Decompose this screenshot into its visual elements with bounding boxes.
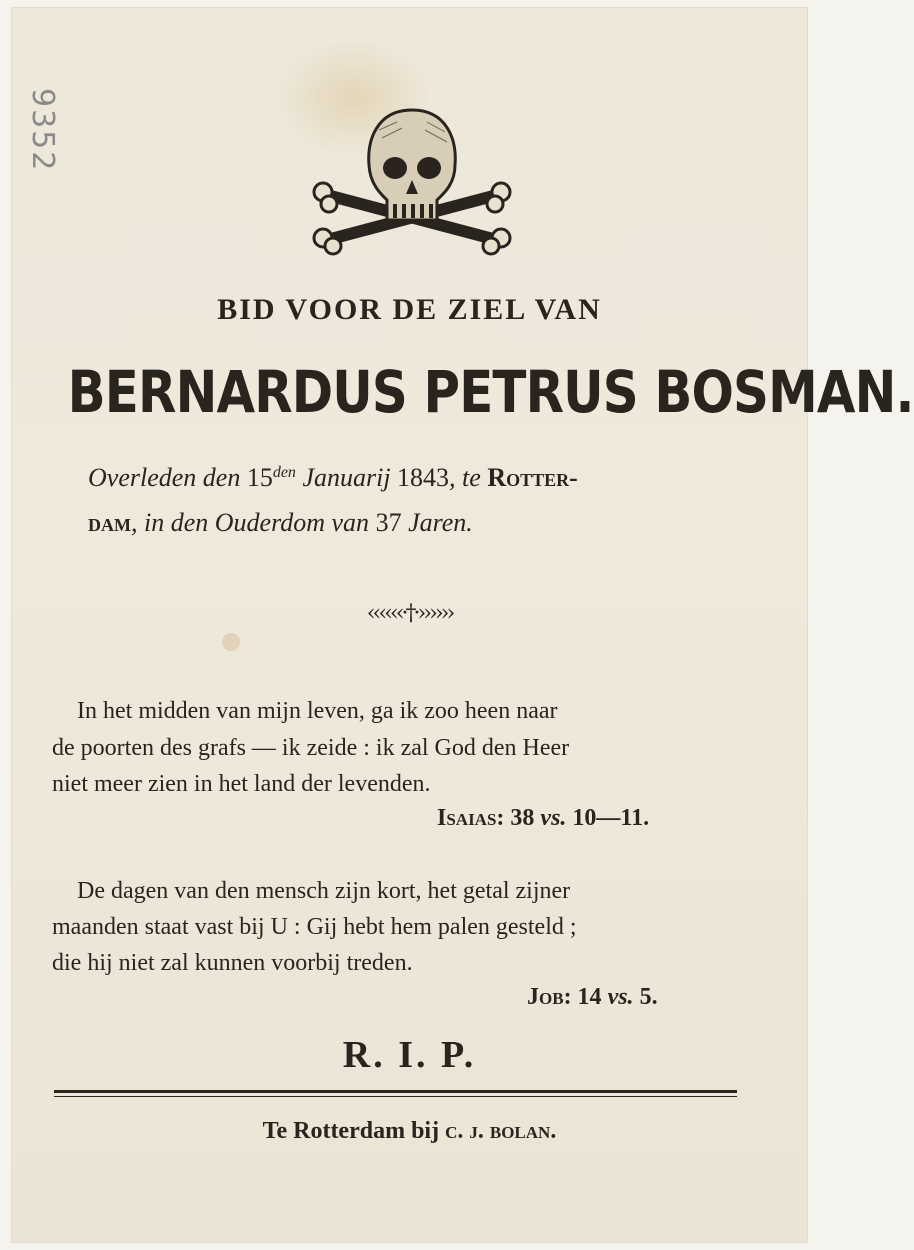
paper-spot (222, 633, 240, 651)
death-date-line-1: Overleden den $15^{den}$ Januarij 1843, te Rotter- (88, 463, 578, 492)
prayer-card (12, 8, 914, 1242)
rip-text: R. I. P. (342, 1034, 477, 1076)
verse1-reference: Isaias: 38 vs. 10—11. (437, 805, 650, 831)
ornament-divider: ‹‹‹‹‹‹·†·›››››› (366, 601, 453, 626)
verse1-line-2: de poorten des grafs — ik zeide : ik zal God den Heer (52, 735, 570, 761)
heading: BID VOOR DE ZIEL VAN (217, 293, 602, 326)
verse1-line-3: niet meer zien in het land der levenden. (52, 771, 431, 797)
skull-crossbones-icon (307, 100, 517, 255)
divider-rule-thin (54, 1096, 737, 1097)
verse2-line-3: die hij niet zal kunnen voorbij treden. (52, 950, 413, 976)
verse2-line-2: maanden staat vast bij U : Gij hebt hem palen gesteld ; (52, 914, 577, 940)
verse2-reference: Job: 14 vs. 5. (527, 984, 658, 1010)
divider-rule (54, 1090, 737, 1093)
verse2-line-1: De dagen van den mensch zijn kort, het getal zijner (77, 878, 571, 904)
verse1-line-1: In het midden van mijn leven, ga ik zoo heen naar (77, 698, 558, 724)
handwritten-number: 9352 (25, 88, 60, 173)
printer-imprint: Te Rotterdam bij c. j. bolan. (262, 1118, 557, 1144)
death-date-line-2: dam, in den Ouderdom van 37 Jaren. (88, 508, 473, 537)
deceased-name: BERNARDUS PETRUS BOSMAN. (67, 358, 914, 426)
